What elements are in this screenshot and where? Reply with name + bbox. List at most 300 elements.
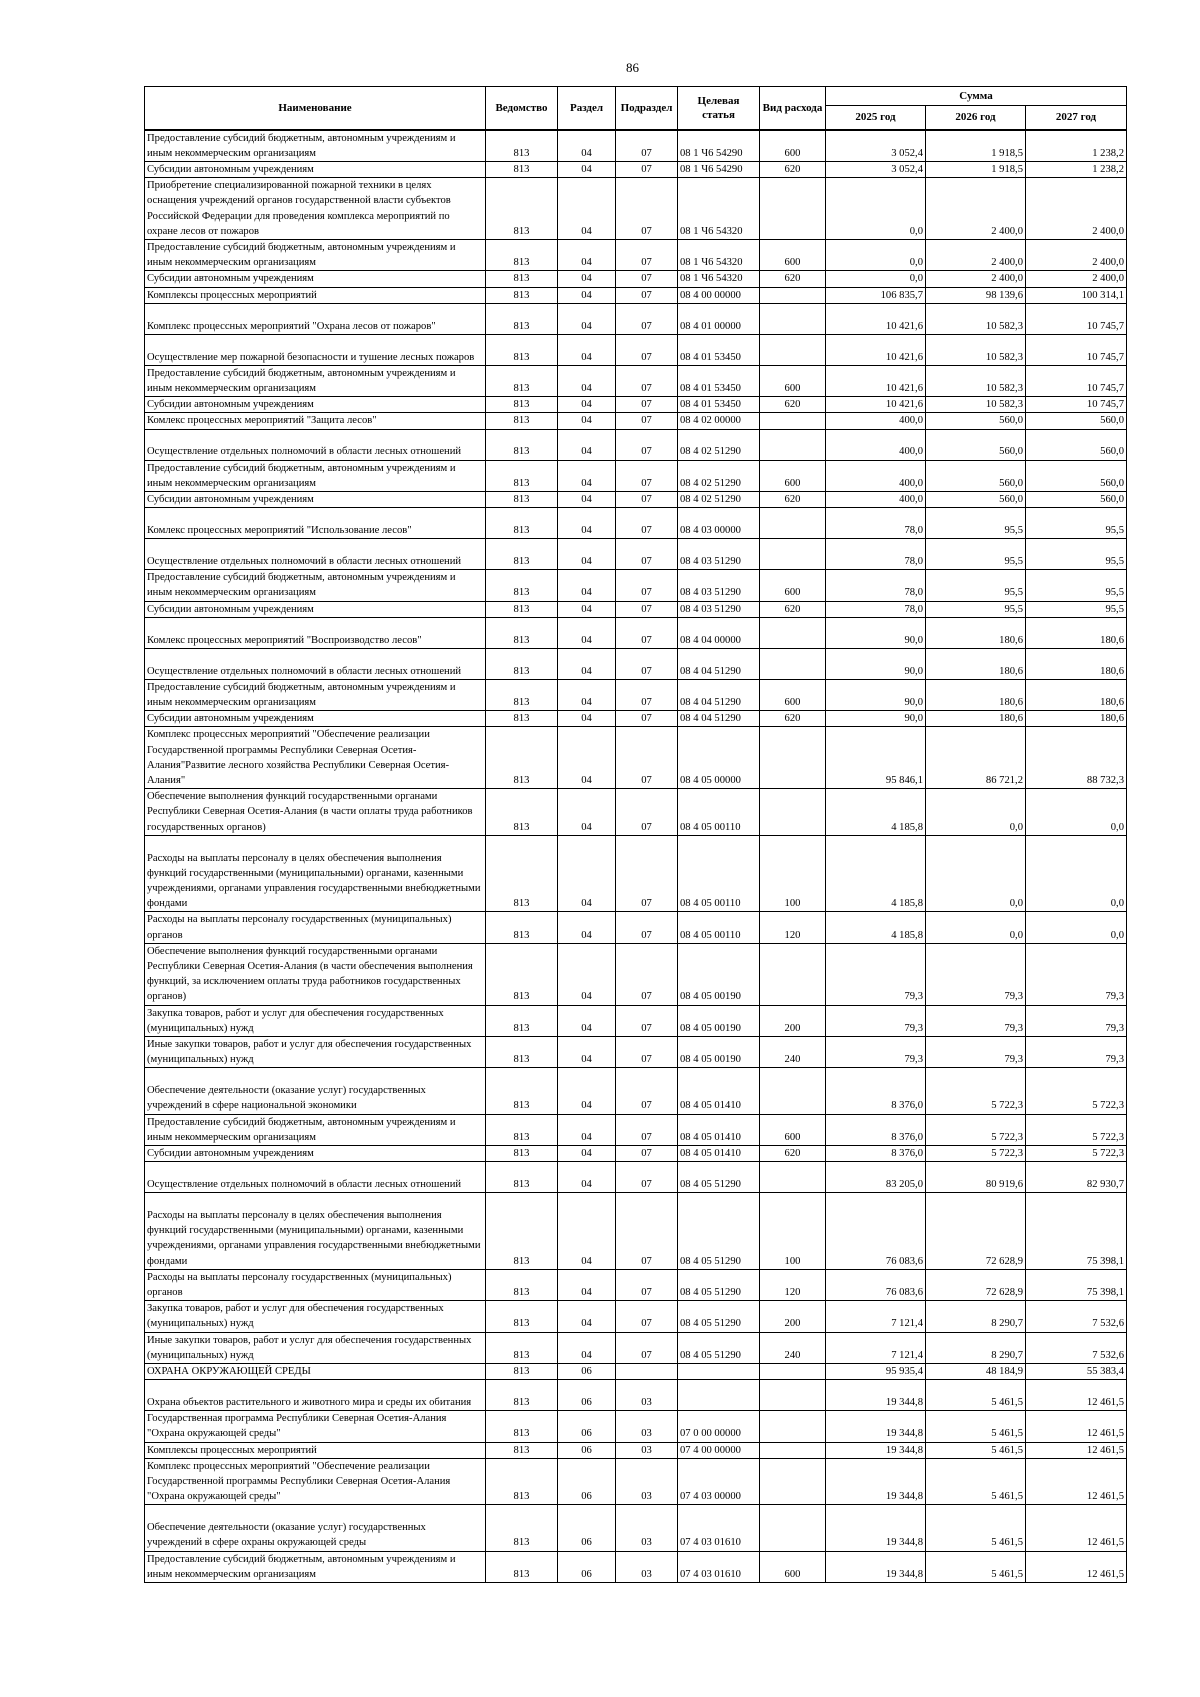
row-expense: 620 bbox=[760, 161, 826, 177]
row-sum-2025: 400,0 bbox=[826, 491, 926, 507]
row-sum-2026: 48 184,9 bbox=[926, 1364, 1026, 1380]
row-subsection: 07 bbox=[616, 413, 678, 429]
row-expense: 600 bbox=[760, 1551, 826, 1582]
row-dept: 813 bbox=[486, 130, 558, 162]
row-subsection: 07 bbox=[616, 287, 678, 303]
row-subsection: 07 bbox=[616, 397, 678, 413]
row-subsection: 07 bbox=[616, 429, 678, 460]
row-section: 04 bbox=[558, 617, 616, 648]
row-name: Субсидии автономным учреждениям bbox=[145, 161, 486, 177]
row-expense: 620 bbox=[760, 271, 826, 287]
row-sum-2025: 0,0 bbox=[826, 271, 926, 287]
row-sum-2027: 180,6 bbox=[1026, 617, 1127, 648]
row-expense: 240 bbox=[760, 1332, 826, 1363]
budget-table bbox=[144, 86, 1127, 1583]
row-sum-2025: 90,0 bbox=[826, 617, 926, 648]
row-name: Предоставление субсидий бюджетным, автономным учреждениям и иным некоммерческим организациям bbox=[145, 1551, 486, 1582]
table-row bbox=[145, 1146, 1127, 1162]
row-target: 08 4 01 53450 bbox=[678, 334, 760, 365]
row-sum-2027: 560,0 bbox=[1026, 491, 1127, 507]
table-row bbox=[145, 161, 1127, 177]
table-row bbox=[145, 334, 1127, 365]
row-target: 08 4 03 00000 bbox=[678, 508, 760, 539]
table-row bbox=[145, 1505, 1127, 1551]
row-target: 08 4 00 00000 bbox=[678, 287, 760, 303]
row-subsection: 07 bbox=[616, 1193, 678, 1270]
row-sum-2025: 4 185,8 bbox=[826, 835, 926, 912]
row-expense bbox=[760, 1442, 826, 1458]
table-row bbox=[145, 460, 1127, 491]
row-sum-2025: 4 185,8 bbox=[826, 789, 926, 836]
row-section: 06 bbox=[558, 1442, 616, 1458]
table-row bbox=[145, 711, 1127, 727]
row-sum-2026: 5 461,5 bbox=[926, 1442, 1026, 1458]
row-section: 04 bbox=[558, 1269, 616, 1300]
row-sum-2027: 0,0 bbox=[1026, 912, 1127, 943]
row-subsection: 07 bbox=[616, 1146, 678, 1162]
row-dept: 813 bbox=[486, 1551, 558, 1582]
row-dept: 813 bbox=[486, 912, 558, 943]
row-name: Приобретение специализированной пожарной техники в целях оснащения учреждений органов государственной власти субъектов Российской Федерации для проведения комплекса мероприятий по охране лесов от пожаров bbox=[145, 178, 486, 240]
row-section: 04 bbox=[558, 1146, 616, 1162]
row-subsection: 03 bbox=[616, 1442, 678, 1458]
row-expense bbox=[760, 1364, 826, 1380]
row-sum-2027: 88 732,3 bbox=[1026, 727, 1127, 789]
row-target: 08 4 05 00190 bbox=[678, 1037, 760, 1068]
row-sum-2026: 8 290,7 bbox=[926, 1332, 1026, 1363]
row-sum-2025: 19 344,8 bbox=[826, 1458, 926, 1505]
table-row bbox=[145, 239, 1127, 270]
row-sum-2026: 560,0 bbox=[926, 413, 1026, 429]
row-sum-2027: 75 398,1 bbox=[1026, 1193, 1127, 1270]
row-section: 04 bbox=[558, 1193, 616, 1270]
row-target bbox=[678, 1364, 760, 1380]
row-target: 08 4 01 00000 bbox=[678, 303, 760, 334]
row-sum-2026: 5 461,5 bbox=[926, 1505, 1026, 1551]
row-sum-2026: 79,3 bbox=[926, 1005, 1026, 1036]
row-sum-2027: 10 745,7 bbox=[1026, 303, 1127, 334]
row-sum-2027: 55 383,4 bbox=[1026, 1364, 1127, 1380]
row-sum-2026: 0,0 bbox=[926, 912, 1026, 943]
row-subsection: 07 bbox=[616, 1037, 678, 1068]
row-dept: 813 bbox=[486, 287, 558, 303]
row-section: 04 bbox=[558, 539, 616, 570]
table-row bbox=[145, 1364, 1127, 1380]
row-dept: 813 bbox=[486, 178, 558, 240]
row-sum-2026: 560,0 bbox=[926, 491, 1026, 507]
row-target: 08 4 01 53450 bbox=[678, 365, 760, 396]
row-target: 08 4 05 51290 bbox=[678, 1269, 760, 1300]
table-row bbox=[145, 271, 1127, 287]
row-target: 08 4 04 51290 bbox=[678, 679, 760, 710]
row-expense: 620 bbox=[760, 1146, 826, 1162]
row-expense bbox=[760, 287, 826, 303]
row-subsection bbox=[616, 1364, 678, 1380]
row-dept: 813 bbox=[486, 1162, 558, 1193]
row-subsection: 07 bbox=[616, 943, 678, 1005]
table-row bbox=[145, 130, 1127, 162]
row-dept: 813 bbox=[486, 1005, 558, 1036]
table-row bbox=[145, 679, 1127, 710]
row-sum-2025: 8 376,0 bbox=[826, 1068, 926, 1114]
row-sum-2027: 560,0 bbox=[1026, 460, 1127, 491]
row-dept: 813 bbox=[486, 789, 558, 836]
row-expense: 200 bbox=[760, 1005, 826, 1036]
row-sum-2027: 180,6 bbox=[1026, 648, 1127, 679]
row-target: 08 4 05 51290 bbox=[678, 1193, 760, 1270]
row-name: Осуществление отдельных полномочий в области лесных отношений bbox=[145, 429, 486, 460]
row-dept: 813 bbox=[486, 679, 558, 710]
row-target: 07 0 00 00000 bbox=[678, 1411, 760, 1442]
row-expense bbox=[760, 789, 826, 836]
row-sum-2026: 72 628,9 bbox=[926, 1269, 1026, 1300]
row-subsection: 07 bbox=[616, 1332, 678, 1363]
row-subsection: 07 bbox=[616, 1114, 678, 1145]
table-row bbox=[145, 912, 1127, 943]
row-section: 06 bbox=[558, 1364, 616, 1380]
row-section: 06 bbox=[558, 1505, 616, 1551]
row-sum-2027: 10 745,7 bbox=[1026, 334, 1127, 365]
row-target: 08 4 02 51290 bbox=[678, 460, 760, 491]
row-expense bbox=[760, 1458, 826, 1505]
row-expense bbox=[760, 508, 826, 539]
row-target: 08 4 02 00000 bbox=[678, 413, 760, 429]
row-section: 04 bbox=[558, 178, 616, 240]
row-sum-2026: 5 461,5 bbox=[926, 1380, 1026, 1411]
row-name: Расходы на выплаты персоналу в целях обеспечения выполнения функций государственными (муниципальными) органами, казенными учреждениями, органами управления государственными внебюджетными фондами bbox=[145, 1193, 486, 1270]
row-section: 04 bbox=[558, 413, 616, 429]
row-name: Предоставление субсидий бюджетным, автономным учреждениям и иным некоммерческим организациям bbox=[145, 460, 486, 491]
row-dept: 813 bbox=[486, 1114, 558, 1145]
row-section: 04 bbox=[558, 334, 616, 365]
row-name: Расходы на выплаты персоналу в целях обеспечения выполнения функций государственными (муниципальными) органами, казенными учреждениями, органами управления государственными внебюджетными фондами bbox=[145, 835, 486, 912]
row-sum-2027: 82 930,7 bbox=[1026, 1162, 1127, 1193]
row-dept: 813 bbox=[486, 429, 558, 460]
row-name: Предоставление субсидий бюджетным, автономным учреждениям и иным некоммерческим организациям bbox=[145, 1114, 486, 1145]
row-section: 06 bbox=[558, 1551, 616, 1582]
row-dept: 813 bbox=[486, 460, 558, 491]
row-name: Комлекс процессных мероприятий "Использование лесов" bbox=[145, 508, 486, 539]
row-subsection: 07 bbox=[616, 617, 678, 648]
table-row bbox=[145, 1162, 1127, 1193]
row-expense bbox=[760, 1162, 826, 1193]
row-subsection: 03 bbox=[616, 1505, 678, 1551]
row-target: 08 1 Ч6 54320 bbox=[678, 239, 760, 270]
row-sum-2027: 100 314,1 bbox=[1026, 287, 1127, 303]
row-expense: 620 bbox=[760, 397, 826, 413]
row-target: 08 1 Ч6 54290 bbox=[678, 161, 760, 177]
row-sum-2026: 98 139,6 bbox=[926, 287, 1026, 303]
table-row bbox=[145, 1332, 1127, 1363]
row-sum-2025: 4 185,8 bbox=[826, 912, 926, 943]
row-section: 04 bbox=[558, 287, 616, 303]
row-sum-2025: 83 205,0 bbox=[826, 1162, 926, 1193]
table-row bbox=[145, 1068, 1127, 1114]
row-section: 04 bbox=[558, 1332, 616, 1363]
table-row bbox=[145, 429, 1127, 460]
row-section: 04 bbox=[558, 303, 616, 334]
row-dept: 813 bbox=[486, 303, 558, 334]
row-sum-2026: 180,6 bbox=[926, 679, 1026, 710]
row-sum-2027: 12 461,5 bbox=[1026, 1442, 1127, 1458]
row-sum-2025: 78,0 bbox=[826, 539, 926, 570]
row-target: 07 4 00 00000 bbox=[678, 1442, 760, 1458]
row-subsection: 07 bbox=[616, 727, 678, 789]
row-sum-2026: 80 919,6 bbox=[926, 1162, 1026, 1193]
row-sum-2027: 1 238,2 bbox=[1026, 161, 1127, 177]
row-target: 08 4 02 51290 bbox=[678, 429, 760, 460]
row-target: 08 4 05 01410 bbox=[678, 1146, 760, 1162]
row-sum-2027: 5 722,3 bbox=[1026, 1146, 1127, 1162]
row-name: Комплекс процессных мероприятий "Охрана лесов от пожаров" bbox=[145, 303, 486, 334]
row-sum-2026: 1 918,5 bbox=[926, 130, 1026, 162]
row-sum-2027: 5 722,3 bbox=[1026, 1068, 1127, 1114]
row-name: Предоставление субсидий бюджетным, автономным учреждениям и иным некоммерческим организациям bbox=[145, 365, 486, 396]
row-sum-2025: 95 846,1 bbox=[826, 727, 926, 789]
table-row bbox=[145, 397, 1127, 413]
row-sum-2025: 19 344,8 bbox=[826, 1505, 926, 1551]
row-expense: 100 bbox=[760, 835, 826, 912]
row-expense bbox=[760, 1380, 826, 1411]
row-target: 08 1 Ч6 54290 bbox=[678, 130, 760, 162]
row-name: Расходы на выплаты персоналу государственных (муниципальных) органов bbox=[145, 1269, 486, 1300]
table-row bbox=[145, 789, 1127, 836]
row-sum-2027: 5 722,3 bbox=[1026, 1114, 1127, 1145]
row-name: Комлекс процессных мероприятий "Воспроизводство лесов" bbox=[145, 617, 486, 648]
row-dept: 813 bbox=[486, 413, 558, 429]
row-subsection: 07 bbox=[616, 130, 678, 162]
row-sum-2025: 106 835,7 bbox=[826, 287, 926, 303]
row-section: 04 bbox=[558, 789, 616, 836]
row-sum-2027: 180,6 bbox=[1026, 711, 1127, 727]
row-section: 04 bbox=[558, 679, 616, 710]
row-sum-2026: 95,5 bbox=[926, 508, 1026, 539]
row-section: 04 bbox=[558, 943, 616, 1005]
row-dept: 813 bbox=[486, 1037, 558, 1068]
row-expense: 620 bbox=[760, 601, 826, 617]
table-row bbox=[145, 365, 1127, 396]
row-sum-2025: 7 121,4 bbox=[826, 1301, 926, 1332]
row-target: 08 1 Ч6 54320 bbox=[678, 271, 760, 287]
row-name: Комплексы процессных мероприятий bbox=[145, 287, 486, 303]
row-sum-2025: 78,0 bbox=[826, 508, 926, 539]
row-expense bbox=[760, 1505, 826, 1551]
row-name: Предоставление субсидий бюджетным, автономным учреждениям и иным некоммерческим организациям bbox=[145, 130, 486, 162]
row-section: 04 bbox=[558, 460, 616, 491]
row-expense: 600 bbox=[760, 130, 826, 162]
row-sum-2027: 180,6 bbox=[1026, 679, 1127, 710]
row-sum-2025: 0,0 bbox=[826, 178, 926, 240]
row-target: 08 4 05 00190 bbox=[678, 943, 760, 1005]
row-sum-2025: 79,3 bbox=[826, 1037, 926, 1068]
row-name: Закупка товаров, работ и услуг для обеспечения государственных (муниципальных) нужд bbox=[145, 1301, 486, 1332]
row-expense bbox=[760, 648, 826, 679]
header-expense: Вид расхода bbox=[760, 87, 826, 130]
row-sum-2026: 86 721,2 bbox=[926, 727, 1026, 789]
row-subsection: 07 bbox=[616, 365, 678, 396]
table-row bbox=[145, 835, 1127, 912]
row-name: Обеспечение выполнения функций государственными органами Республики Северная Осетия-Алания (в части обеспечения выполнения функций, за исключением оплаты труда работников государственных органов) bbox=[145, 943, 486, 1005]
row-subsection: 07 bbox=[616, 1068, 678, 1114]
row-target: 08 4 05 00110 bbox=[678, 912, 760, 943]
row-sum-2026: 5 722,3 bbox=[926, 1114, 1026, 1145]
row-target: 08 4 05 00000 bbox=[678, 727, 760, 789]
table-row bbox=[145, 508, 1127, 539]
header-2025: 2025 год bbox=[826, 106, 926, 130]
row-target: 08 4 03 51290 bbox=[678, 570, 760, 601]
row-sum-2025: 78,0 bbox=[826, 570, 926, 601]
row-expense: 600 bbox=[760, 365, 826, 396]
row-name: Комплекс процессных мероприятий "Обеспечение реализации Государственной программы Республики Северная Осетия-Алания "Охрана окружающей среды" bbox=[145, 1458, 486, 1505]
table-row bbox=[145, 1301, 1127, 1332]
row-name: Иные закупки товаров, работ и услуг для обеспечения государственных (муниципальных) нужд bbox=[145, 1332, 486, 1363]
row-sum-2025: 90,0 bbox=[826, 679, 926, 710]
row-name: Осуществление отдельных полномочий в области лесных отношений bbox=[145, 539, 486, 570]
row-target: 07 4 03 01610 bbox=[678, 1505, 760, 1551]
row-sum-2025: 19 344,8 bbox=[826, 1411, 926, 1442]
table-row bbox=[145, 617, 1127, 648]
row-sum-2027: 0,0 bbox=[1026, 835, 1127, 912]
row-dept: 813 bbox=[486, 1458, 558, 1505]
row-dept: 813 bbox=[486, 570, 558, 601]
row-name: Комплекс процессных мероприятий "Обеспечение реализации Государственной программы Республики Северная Осетия-Алания"Развитие лесного хозяйства Республики Северная Осетия-Алания" bbox=[145, 727, 486, 789]
row-sum-2026: 180,6 bbox=[926, 617, 1026, 648]
row-sum-2025: 0,0 bbox=[826, 239, 926, 270]
row-sum-2027: 75 398,1 bbox=[1026, 1269, 1127, 1300]
table-row bbox=[145, 1551, 1127, 1582]
table-row bbox=[145, 303, 1127, 334]
row-sum-2025: 90,0 bbox=[826, 648, 926, 679]
row-sum-2025: 78,0 bbox=[826, 601, 926, 617]
row-dept: 813 bbox=[486, 539, 558, 570]
row-expense: 100 bbox=[760, 1193, 826, 1270]
row-name: Субсидии автономным учреждениям bbox=[145, 711, 486, 727]
row-section: 04 bbox=[558, 397, 616, 413]
row-dept: 813 bbox=[486, 365, 558, 396]
row-expense bbox=[760, 178, 826, 240]
row-sum-2025: 95 935,4 bbox=[826, 1364, 926, 1380]
row-name: Субсидии автономным учреждениям bbox=[145, 271, 486, 287]
row-target: 08 4 02 51290 bbox=[678, 491, 760, 507]
row-dept: 813 bbox=[486, 1146, 558, 1162]
row-subsection: 07 bbox=[616, 508, 678, 539]
row-sum-2027: 95,5 bbox=[1026, 539, 1127, 570]
header-2026: 2026 год bbox=[926, 106, 1026, 130]
row-sum-2025: 3 052,4 bbox=[826, 130, 926, 162]
row-dept: 813 bbox=[486, 161, 558, 177]
row-section: 04 bbox=[558, 1037, 616, 1068]
row-subsection: 07 bbox=[616, 912, 678, 943]
row-name: Осуществление отдельных полномочий в области лесных отношений bbox=[145, 648, 486, 679]
header-subsection: Подраздел bbox=[616, 87, 678, 130]
row-target bbox=[678, 1380, 760, 1411]
row-dept: 813 bbox=[486, 1380, 558, 1411]
row-section: 04 bbox=[558, 161, 616, 177]
row-name: Комлекс процессных мероприятий "Защита лесов" bbox=[145, 413, 486, 429]
table-row bbox=[145, 1442, 1127, 1458]
row-target: 08 1 Ч6 54320 bbox=[678, 178, 760, 240]
row-sum-2025: 76 083,6 bbox=[826, 1269, 926, 1300]
row-target: 08 4 03 51290 bbox=[678, 601, 760, 617]
row-sum-2026: 8 290,7 bbox=[926, 1301, 1026, 1332]
row-section: 04 bbox=[558, 648, 616, 679]
header-sum: Сумма bbox=[826, 87, 1127, 106]
row-subsection: 07 bbox=[616, 491, 678, 507]
row-expense: 620 bbox=[760, 711, 826, 727]
row-sum-2025: 10 421,6 bbox=[826, 303, 926, 334]
row-sum-2026: 10 582,3 bbox=[926, 365, 1026, 396]
page-number: 86 bbox=[626, 60, 639, 75]
row-section: 04 bbox=[558, 429, 616, 460]
row-expense: 240 bbox=[760, 1037, 826, 1068]
row-sum-2027: 12 461,5 bbox=[1026, 1411, 1127, 1442]
row-expense bbox=[760, 727, 826, 789]
row-dept: 813 bbox=[486, 1505, 558, 1551]
row-target: 08 4 04 51290 bbox=[678, 648, 760, 679]
row-sum-2025: 76 083,6 bbox=[826, 1193, 926, 1270]
row-sum-2026: 0,0 bbox=[926, 789, 1026, 836]
row-sum-2027: 560,0 bbox=[1026, 429, 1127, 460]
row-dept: 813 bbox=[486, 1332, 558, 1363]
table-row bbox=[145, 1458, 1127, 1505]
row-expense: 600 bbox=[760, 679, 826, 710]
row-name: Предоставление субсидий бюджетным, автономным учреждениям и иным некоммерческим организациям bbox=[145, 570, 486, 601]
row-sum-2027: 2 400,0 bbox=[1026, 239, 1127, 270]
row-subsection: 07 bbox=[616, 1005, 678, 1036]
row-subsection: 07 bbox=[616, 679, 678, 710]
header-target: Целевая статья bbox=[678, 87, 760, 130]
row-sum-2026: 5 461,5 bbox=[926, 1458, 1026, 1505]
row-expense bbox=[760, 303, 826, 334]
row-name: Расходы на выплаты персоналу государственных (муниципальных) органов bbox=[145, 912, 486, 943]
row-sum-2027: 79,3 bbox=[1026, 1037, 1127, 1068]
row-target: 08 4 05 51290 bbox=[678, 1332, 760, 1363]
row-subsection: 07 bbox=[616, 1269, 678, 1300]
row-sum-2027: 560,0 bbox=[1026, 413, 1127, 429]
table-row bbox=[145, 539, 1127, 570]
row-subsection: 07 bbox=[616, 711, 678, 727]
row-dept: 813 bbox=[486, 835, 558, 912]
row-section: 06 bbox=[558, 1380, 616, 1411]
row-expense: 600 bbox=[760, 239, 826, 270]
row-target: 08 4 05 00110 bbox=[678, 789, 760, 836]
row-subsection: 07 bbox=[616, 178, 678, 240]
row-name: Осуществление мер пожарной безопасности и тушение лесных пожаров bbox=[145, 334, 486, 365]
row-dept: 813 bbox=[486, 1193, 558, 1270]
row-name: Предоставление субсидий бюджетным, автономным учреждениям и иным некоммерческим организациям bbox=[145, 239, 486, 270]
row-expense bbox=[760, 429, 826, 460]
row-dept: 813 bbox=[486, 727, 558, 789]
row-sum-2027: 12 461,5 bbox=[1026, 1458, 1127, 1505]
row-sum-2026: 0,0 bbox=[926, 835, 1026, 912]
row-target: 08 4 05 51290 bbox=[678, 1162, 760, 1193]
row-name: Субсидии автономным учреждениям bbox=[145, 491, 486, 507]
row-section: 04 bbox=[558, 130, 616, 162]
row-sum-2025: 8 376,0 bbox=[826, 1146, 926, 1162]
row-expense: 600 bbox=[760, 1114, 826, 1145]
row-sum-2026: 10 582,3 bbox=[926, 334, 1026, 365]
row-target: 08 4 05 00190 bbox=[678, 1005, 760, 1036]
row-expense: 600 bbox=[760, 460, 826, 491]
row-expense bbox=[760, 617, 826, 648]
row-dept: 813 bbox=[486, 1301, 558, 1332]
row-sum-2026: 10 582,3 bbox=[926, 397, 1026, 413]
row-dept: 813 bbox=[486, 239, 558, 270]
table-row bbox=[145, 1411, 1127, 1442]
table-row bbox=[145, 287, 1127, 303]
row-section: 04 bbox=[558, 239, 616, 270]
row-sum-2025: 3 052,4 bbox=[826, 161, 926, 177]
